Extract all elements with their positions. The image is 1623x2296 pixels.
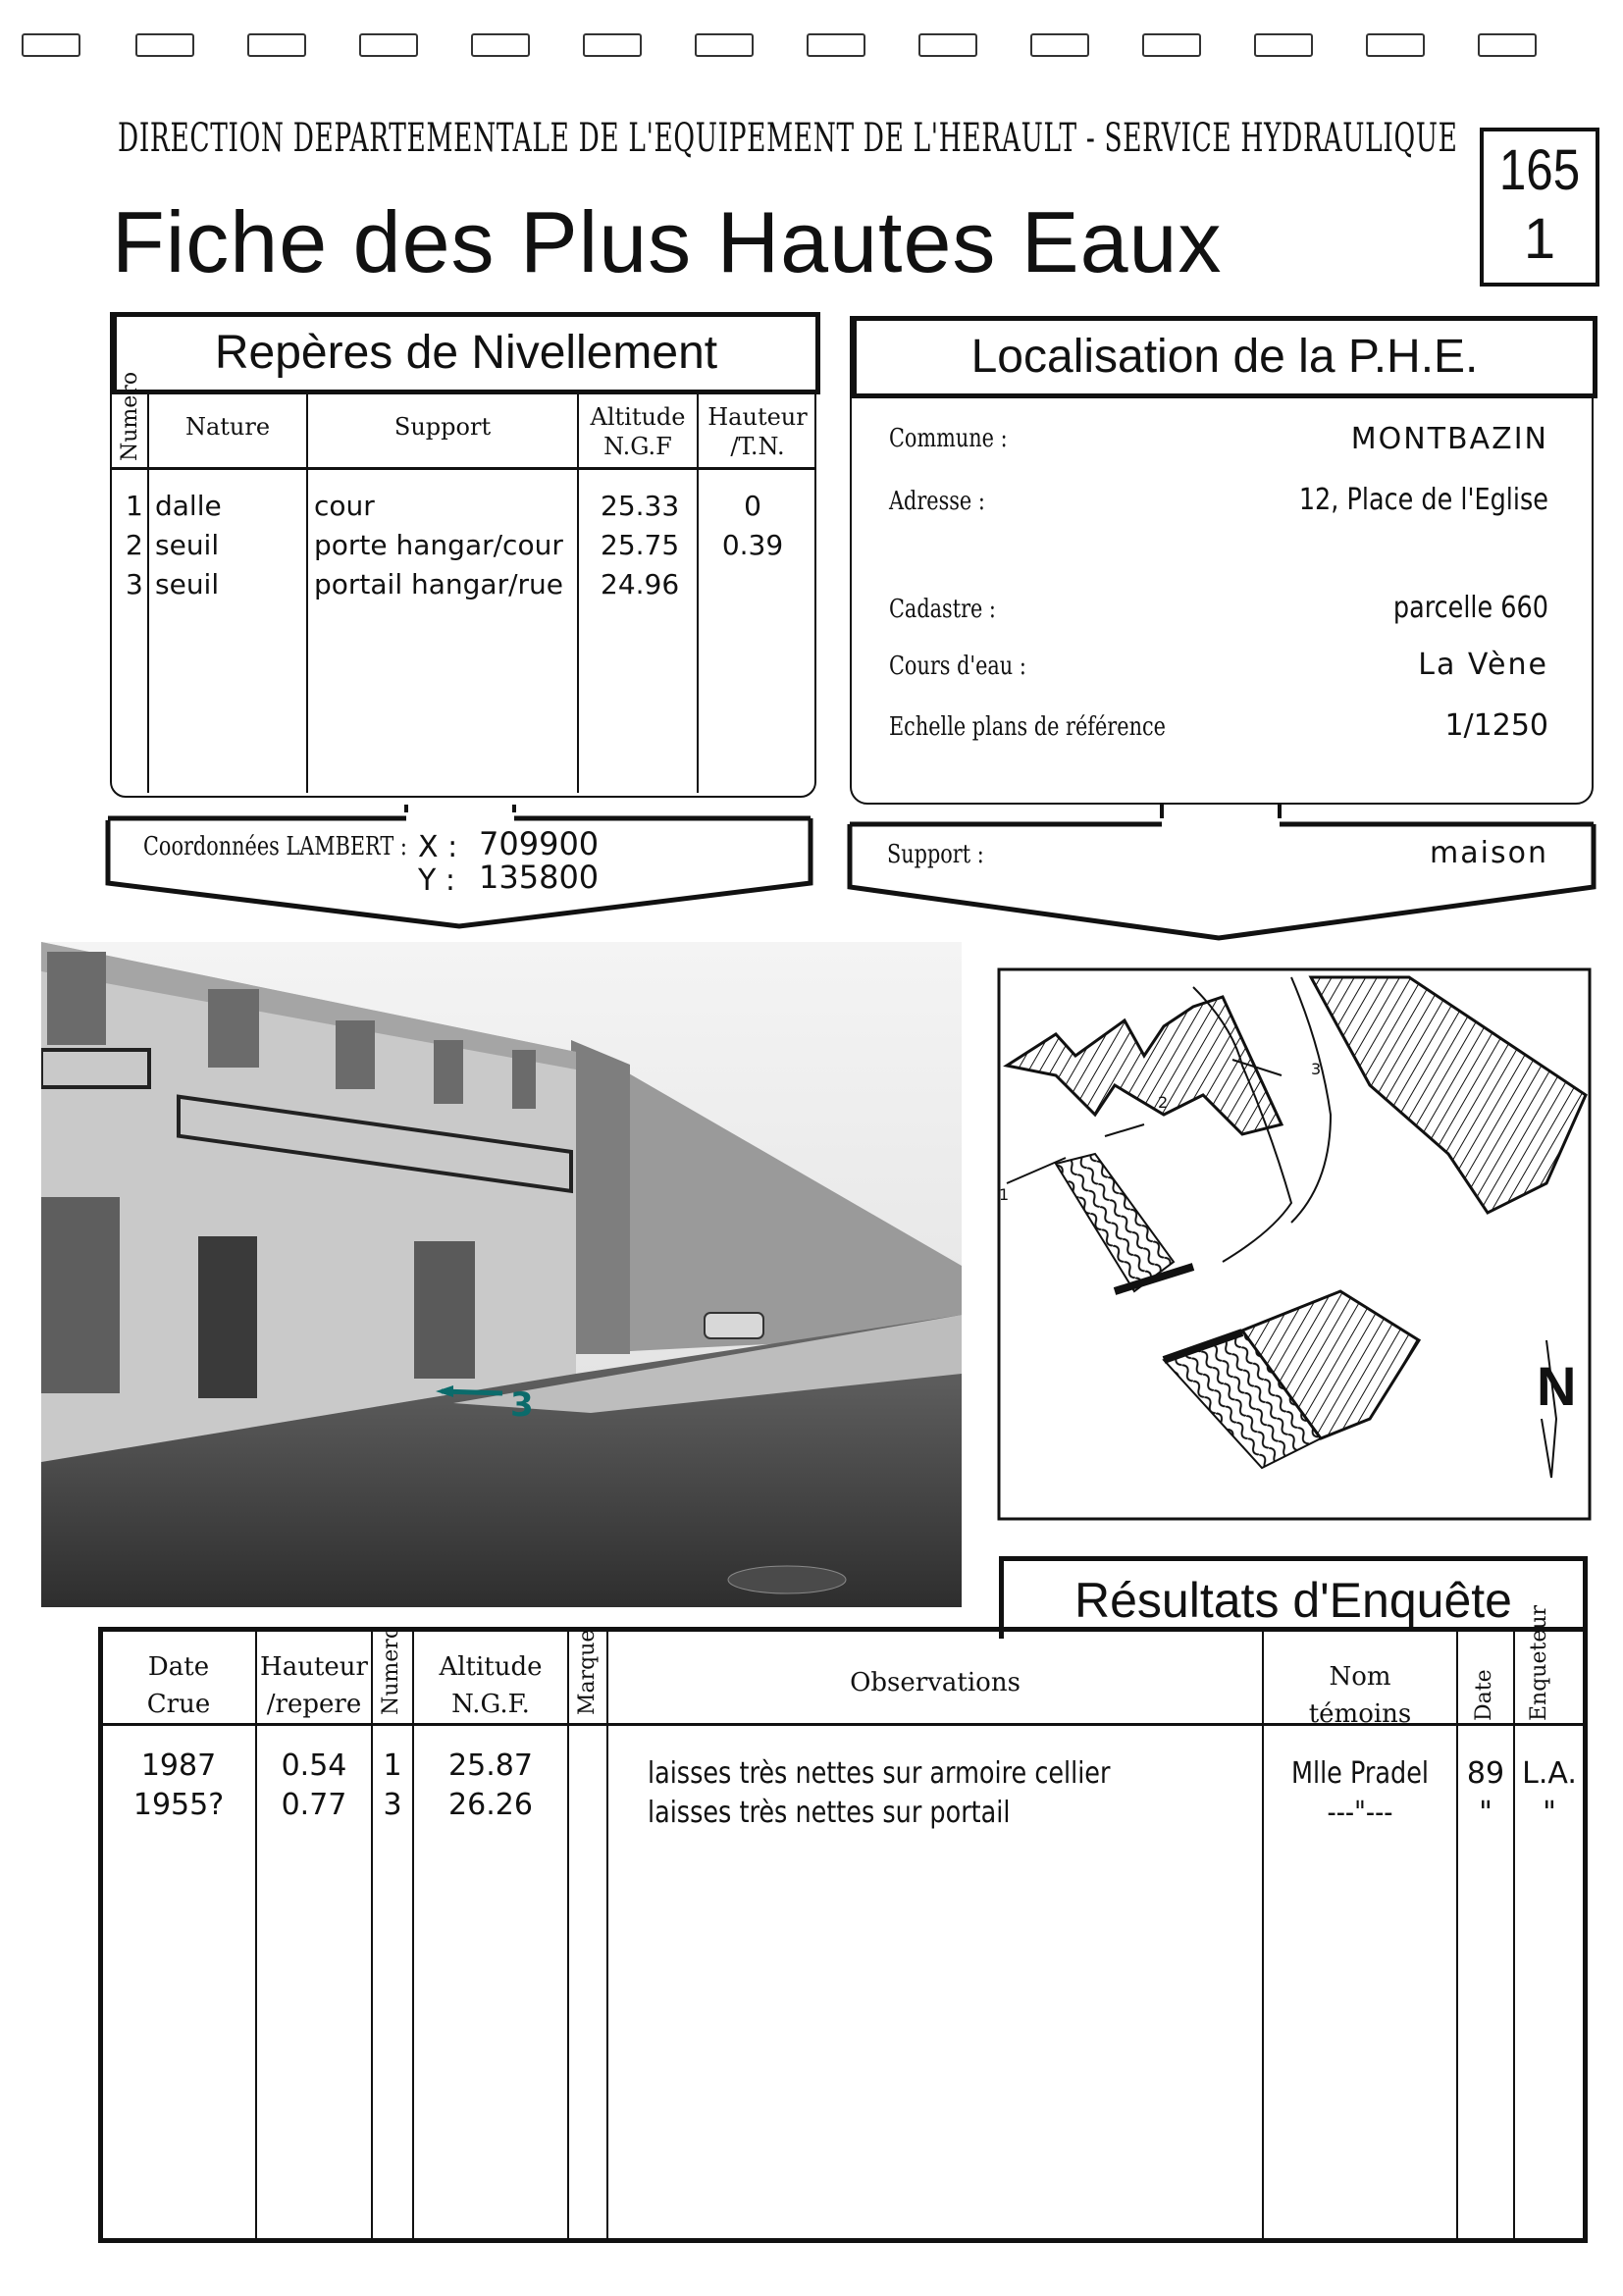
echelle-label: Echelle plans de référence — [889, 712, 1166, 742]
support-value: maison — [1430, 836, 1548, 870]
col-altitude-l1: Altitude — [590, 403, 686, 431]
col-line — [371, 1631, 373, 2239]
binder-holes — [20, 33, 1590, 63]
col-altitude-l1: Altitude — [439, 1652, 543, 1682]
resultats-title: Résultats d'Enquête — [1074, 1573, 1512, 1628]
result-altitude: 26.26 — [448, 1788, 533, 1822]
plan-marker-2: 2 — [1158, 1093, 1169, 1112]
cours-label: Cours d'eau : — [889, 652, 1026, 681]
north-arrow-icon: N — [1537, 1355, 1577, 1417]
result-date-enq-col — [1458, 1754, 1513, 1833]
page-title: Fiche des Plus Hautes Eaux — [112, 193, 1223, 290]
col-enqueteur: Enqueteur — [1527, 1604, 1551, 1721]
col-nature: Nature — [184, 413, 271, 441]
street-photo — [41, 942, 962, 1607]
repere-altitude: 24.96 — [601, 568, 680, 600]
repere-row — [126, 487, 143, 526]
col-numero: Numero — [118, 371, 142, 461]
localisation-title — [852, 316, 1597, 398]
col-marque: Marque — [575, 1629, 600, 1715]
col-line — [306, 392, 308, 793]
result-numero: 3 — [383, 1788, 402, 1822]
col-observations: Observations — [850, 1668, 1021, 1697]
localisation-title-text: Localisation de la P.H.E. — [970, 331, 1479, 383]
col-nom-l2: témoins — [1308, 1699, 1412, 1729]
result-temoin: ---"--- — [1327, 1796, 1393, 1830]
col-altitude-l2: N.G.F. — [451, 1690, 530, 1719]
col-hauteur-l2: /repere — [266, 1690, 362, 1719]
repere-row — [126, 526, 143, 565]
repere-nature: seuil — [155, 529, 220, 561]
result-enqueteur: L.A. — [1522, 1756, 1577, 1791]
result-row — [102, 1747, 255, 1825]
repere-nature: dalle — [155, 490, 222, 522]
repere-row — [126, 565, 143, 604]
fiche-number: 165 — [1498, 138, 1581, 202]
lambert-pentagon — [102, 791, 824, 938]
repere-support: portail hangar/rue — [314, 568, 564, 600]
header-rule — [112, 467, 816, 470]
repere-hauteur: 0 — [744, 490, 761, 522]
result-date: 1955? — [132, 1788, 225, 1822]
col-date-enquete: Date — [1472, 1669, 1496, 1721]
col-hauteur-l1: Hauteur — [707, 403, 808, 431]
fiche-sub-number: 1 — [1523, 207, 1556, 271]
lambert-y-value: 135800 — [479, 859, 600, 896]
cadastre-value: parcelle 660 — [1392, 591, 1548, 625]
col-support: Support — [393, 413, 492, 441]
result-numero: 1 — [383, 1748, 402, 1783]
col-line — [147, 392, 149, 793]
result-observation-col — [648, 1754, 1110, 1833]
adresse-label: Adresse : — [889, 487, 985, 516]
fiche-number-box — [1480, 128, 1599, 287]
lambert-x-label: X : — [418, 830, 458, 864]
result-enqueteur: " — [1543, 1796, 1556, 1830]
result-hauteur-col — [257, 1747, 371, 1825]
col-hauteur-repere — [257, 1648, 371, 1723]
plan-marker-3: 3 — [1311, 1060, 1322, 1078]
result-altitude: 25.87 — [448, 1748, 533, 1783]
support-label: Support : — [887, 840, 984, 869]
result-hauteur: 0.54 — [281, 1748, 347, 1783]
result-numero-col — [373, 1747, 412, 1825]
result-date: 1987 — [140, 1748, 217, 1783]
plan-marker-1: 1 — [999, 1185, 1010, 1204]
echelle-value: 1/1250 — [1444, 708, 1548, 743]
cours-value: La Vène — [1418, 648, 1548, 682]
repere-support: cour — [314, 490, 375, 522]
col-date-crue — [102, 1648, 255, 1723]
col-line — [567, 1631, 569, 2239]
repere-altitude: 25.33 — [601, 490, 680, 522]
reperes-title-text: Repères de Nivellement — [214, 327, 718, 379]
col-hauteur — [699, 402, 816, 461]
adresse-value: 12, Place de l'Eglise — [1298, 483, 1548, 517]
commune-value: MONTBAZIN — [1350, 422, 1548, 456]
repere-numero: 1 — [126, 490, 143, 522]
site-plan — [997, 967, 1592, 1521]
repere-support: porte hangar/cour — [314, 529, 563, 561]
lambert-y-label: Y : — [418, 863, 455, 898]
commune-label: Commune : — [889, 424, 1008, 453]
col-line — [1456, 1631, 1458, 2239]
col-numero: Numero — [379, 1625, 403, 1715]
col-date-l1: Date — [147, 1652, 210, 1682]
repere-nature: seuil — [155, 568, 220, 600]
result-altitude-col — [414, 1747, 567, 1825]
lambert-x-value: 709900 — [479, 825, 600, 862]
result-temoin-col — [1279, 1754, 1442, 1833]
repere-altitude: 25.75 — [601, 529, 680, 561]
col-line — [1513, 1631, 1515, 2239]
col-temoins — [1264, 1658, 1456, 1733]
result-observation: laisses très nettes sur portail — [648, 1796, 1011, 1830]
result-enqueteur-col — [1515, 1754, 1584, 1833]
reperes-title — [112, 312, 820, 394]
col-altitude-l2: N.G.F — [603, 433, 672, 460]
cadastre-label: Cadastre : — [889, 595, 996, 624]
result-observation: laisses très nettes sur armoire cellier — [648, 1756, 1111, 1791]
col-nom-l1: Nom — [1329, 1662, 1391, 1692]
result-date-enq: " — [1479, 1796, 1492, 1830]
col-hauteur-l1: Hauteur — [260, 1652, 368, 1682]
result-temoin: Mlle Pradel — [1291, 1756, 1429, 1791]
repere-hauteur: 0.39 — [721, 529, 784, 561]
photo-marker: 3 — [510, 1385, 534, 1425]
col-line — [606, 1631, 608, 2239]
repere-numero: 3 — [126, 568, 143, 600]
col-hauteur-l2: /T.N. — [730, 433, 785, 460]
result-hauteur: 0.77 — [281, 1788, 347, 1822]
col-altitude — [579, 402, 697, 461]
agency-header: DIRECTION DEPARTEMENTALE DE L'EQUIPEMENT DE L'HERAULT - SERVICE HYDRAULIQUE — [118, 116, 1458, 161]
result-date-enq: 89 — [1466, 1756, 1505, 1791]
col-altitude — [414, 1648, 567, 1723]
repere-numero: 2 — [126, 529, 143, 561]
lambert-label: Coordonnées LAMBERT : — [143, 832, 407, 861]
col-date-l2: Crue — [146, 1690, 211, 1719]
